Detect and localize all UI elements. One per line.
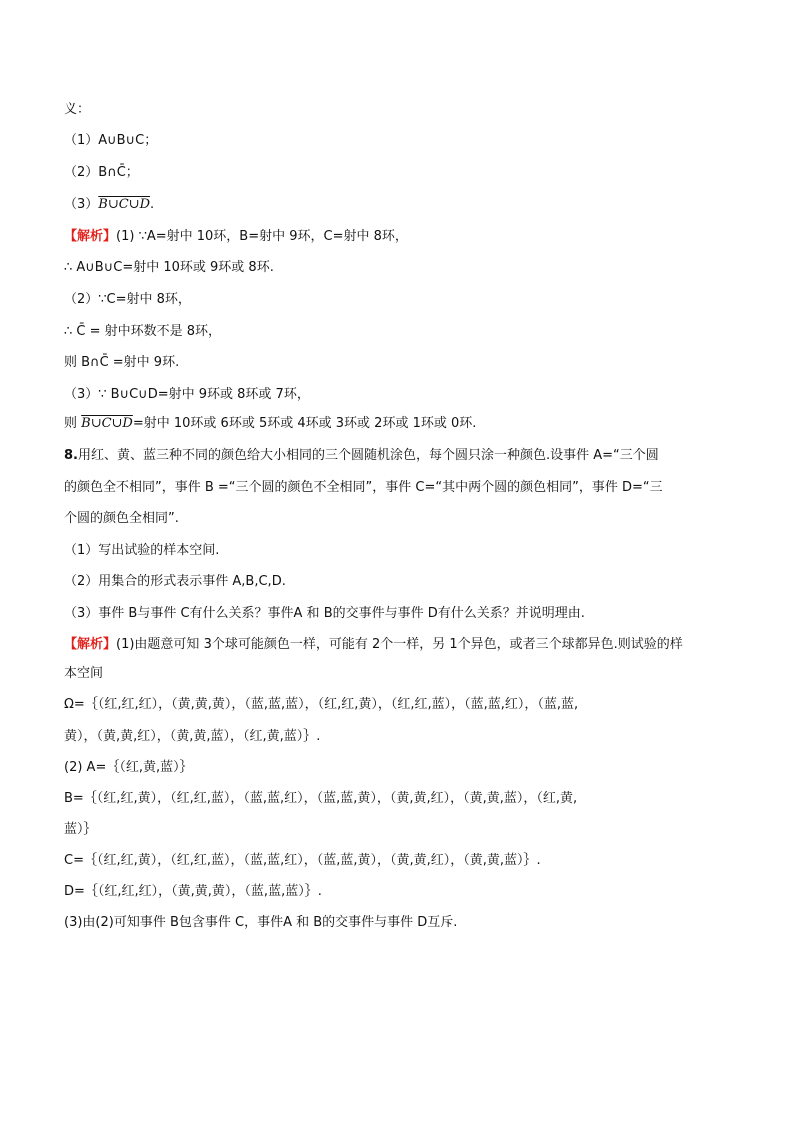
solution-text: (1) ∵A=射中 10环，B=射中 9环，C=射中 8环， [116, 229, 408, 244]
text-line: 义： [64, 102, 91, 117]
solution-line: 则 B∩C̄ =射中 9环. [64, 355, 180, 370]
period: . [150, 197, 155, 212]
question-part-2: （2）B∩C̄； [64, 165, 139, 180]
solution-line: 本空间 [64, 666, 104, 681]
solution-line: ∴ A∪B∪C=射中 10环或 9环或 8环. [64, 260, 274, 275]
question-8-line: 的颜色全不相同”，事件 B =“三个圆的颜色不全相同”，事件 C=“其中两个圆的颜色相同”，事件 D=“三 [64, 480, 663, 495]
solution-line: （2）∵C=射中 8环， [64, 292, 191, 307]
solution-line: （3）∵ B∪C∪D=射中 9环或 8环或 7环， [64, 387, 310, 402]
event-b-line: 蓝）｝ [64, 822, 97, 837]
solution-text: 则 [64, 416, 82, 431]
solution-line [64, 227, 408, 247]
question-text: 用红、黄、蓝三种不同的颜色给大小相同的三个圆随机涂色，每个圆只涂一种颜色.设事件 A=“三个圆 [77, 448, 659, 463]
question-8-line [64, 446, 659, 466]
sample-space-line: Ω=｛（红,红,红），（黄,黄,黄），（蓝,蓝,蓝），（红,红,黄），（红,红,蓝），（蓝,蓝,红），（蓝,蓝, [64, 697, 579, 712]
question-part-1: （1）A∪B∪C； [64, 133, 158, 148]
sample-space-line: 黄），（黄,黄,红），（黄,黄,蓝），（红,黄,蓝）｝. [64, 729, 321, 744]
question-subpart-3: （3）事件 B与事件 C有什么关系？事件A 和 B的交事件与事件 D有什么关系？并说明理由. [64, 606, 585, 621]
solution-line: ∴ C̄ = 射中环数不是 8环， [64, 324, 222, 339]
solution-line [64, 414, 476, 434]
solution-text: (1)由题意可知 3个球可能颜色一样，可能有 2个一样，另 1个异色，或者三个球都异色.则试验的样 [116, 637, 683, 652]
solution-text: =射中 10环或 6环或 5环或 4环或 3环或 2环或 1环或 0环. [132, 416, 477, 431]
overlined-expression: B∪C∪D [81, 416, 133, 431]
solution-tag: 【解析】 [64, 637, 117, 652]
question-8-line: 个圆的颜色全相同”. [64, 511, 179, 526]
question-subpart-1: （1）写出试验的样本空间. [64, 543, 220, 558]
solution-line [64, 635, 683, 655]
overlined-expression: B∪C∪D [98, 197, 150, 212]
question-part-3 [64, 195, 154, 215]
conclusion-line: (3)由(2)可知事件 B包含事件 C，事件A 和 B的交事件与事件 D互斥. [64, 915, 458, 930]
event-d-line: D=｛（红,红,红），（黄,黄,黄），（蓝,蓝,蓝）｝. [64, 884, 322, 899]
event-b-line: B=｛（红,红,黄），（红,红,蓝），（蓝,蓝,红），（蓝,蓝,黄），（黄,黄,红），（黄,黄,蓝），（红,黄, [64, 791, 578, 806]
part-number: （3） [64, 197, 99, 212]
question-number: 8. [64, 448, 78, 463]
solution-tag: 【解析】 [64, 229, 117, 244]
event-c-line: C=｛（红,红,黄），（红,红,蓝），（蓝,蓝,红），（蓝,蓝,黄），（黄,黄,红），（黄,黄,蓝）｝. [64, 853, 541, 868]
question-subpart-2: （2）用集合的形式表示事件 A,B,C,D. [64, 574, 286, 589]
event-a-line: (2) A=｛（红,黄,蓝）｝ [64, 760, 193, 775]
